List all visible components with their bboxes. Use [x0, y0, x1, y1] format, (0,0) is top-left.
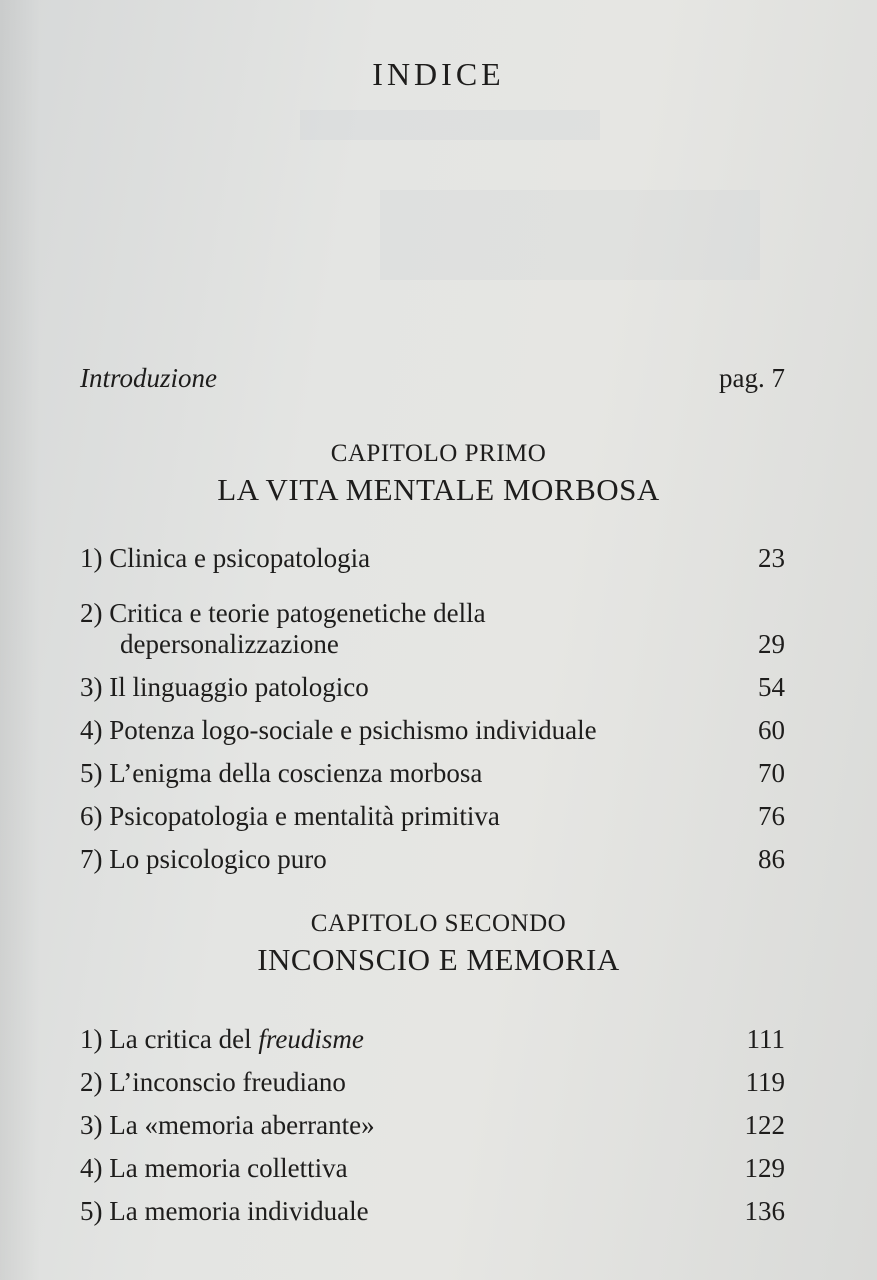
toc-entry-text — [80, 1024, 364, 1055]
chapter-title: LA VITA MENTALE MORBOSA — [217, 472, 660, 507]
toc-row[interactable] — [80, 703, 785, 746]
bleed-through-shade — [380, 190, 760, 280]
toc-entry-page: 54 — [758, 672, 785, 702]
toc-row[interactable] — [80, 746, 785, 789]
toc-row[interactable] — [80, 574, 785, 660]
chapter-kicker: CAPITOLO PRIMO — [330, 440, 547, 467]
chapter-two-heading — [0, 910, 877, 978]
introduction-page: pag. 7 — [719, 363, 785, 393]
toc-entry-page: 129 — [744, 1153, 785, 1183]
chapter-one-toc — [80, 531, 785, 875]
toc-row[interactable] — [80, 832, 785, 875]
page-edge-shadow — [0, 0, 40, 1280]
toc-row[interactable] — [80, 1098, 785, 1141]
toc-entry-prefix: 1) La critica del — [80, 1024, 259, 1054]
toc-row[interactable] — [80, 660, 785, 703]
chapter-title: INCONSCIO E MEMORIA — [257, 942, 620, 977]
toc-entry-text — [80, 598, 486, 660]
toc-row[interactable] — [80, 531, 785, 574]
chapter-one-heading — [0, 440, 877, 508]
chapter-kicker: CAPITOLO SECONDO — [310, 910, 567, 937]
toc-entry-continuation: depersonalizzazione — [120, 629, 339, 659]
toc-row[interactable] — [80, 1184, 785, 1227]
toc-row[interactable] — [80, 1012, 785, 1055]
index-title: INDICE — [372, 56, 505, 92]
toc-entry-page: 122 — [744, 1110, 785, 1140]
toc-entry-page: 60 — [758, 715, 785, 745]
toc-entry-line: 2) Critica e teorie patogenetiche della — [80, 598, 486, 628]
toc-entry-page: 70 — [758, 758, 785, 788]
toc-entry-page: 23 — [758, 543, 785, 573]
toc-row[interactable] — [80, 1055, 785, 1098]
introduction-row[interactable] — [80, 363, 785, 394]
toc-entry-page: 119 — [745, 1067, 785, 1097]
toc-entry-page: 86 — [758, 844, 785, 874]
toc-entry-text: 5) La memoria individuale — [80, 1196, 369, 1226]
toc-entry-text: 3) Il linguaggio patologico — [80, 672, 369, 702]
toc-entry-text: 2) L’inconscio freudiano — [80, 1067, 346, 1097]
toc-entry-text: 1) Clinica e psicopatologia — [80, 543, 371, 573]
toc-entry-text: 6) Psicopatologia e mentalità primitiva — [80, 801, 500, 831]
toc-entry-text: 3) La «memoria aberrante» — [80, 1110, 375, 1140]
toc-entry-text: 4) Potenza logo-sociale e psichismo individuale — [80, 715, 597, 745]
toc-entry-text: 5) L’enigma della coscienza morbosa — [80, 758, 483, 788]
toc-entry-page: 76 — [758, 801, 785, 831]
toc-entry-emphasis: freudisme — [258, 1024, 364, 1054]
toc-entry-page: 111 — [746, 1024, 785, 1054]
toc-entry-page: 136 — [744, 1196, 785, 1226]
toc-row[interactable] — [80, 789, 785, 832]
chapter-two-toc — [80, 1012, 785, 1227]
toc-entry-page: 29 — [758, 629, 785, 659]
toc-entry-text: 4) La memoria collettiva — [80, 1153, 348, 1183]
introduction-label: Introduzione — [80, 363, 217, 393]
toc-entry-text: 7) Lo psicologico puro — [80, 844, 327, 874]
toc-row[interactable] — [80, 1141, 785, 1184]
bleed-through-shade — [300, 110, 600, 140]
